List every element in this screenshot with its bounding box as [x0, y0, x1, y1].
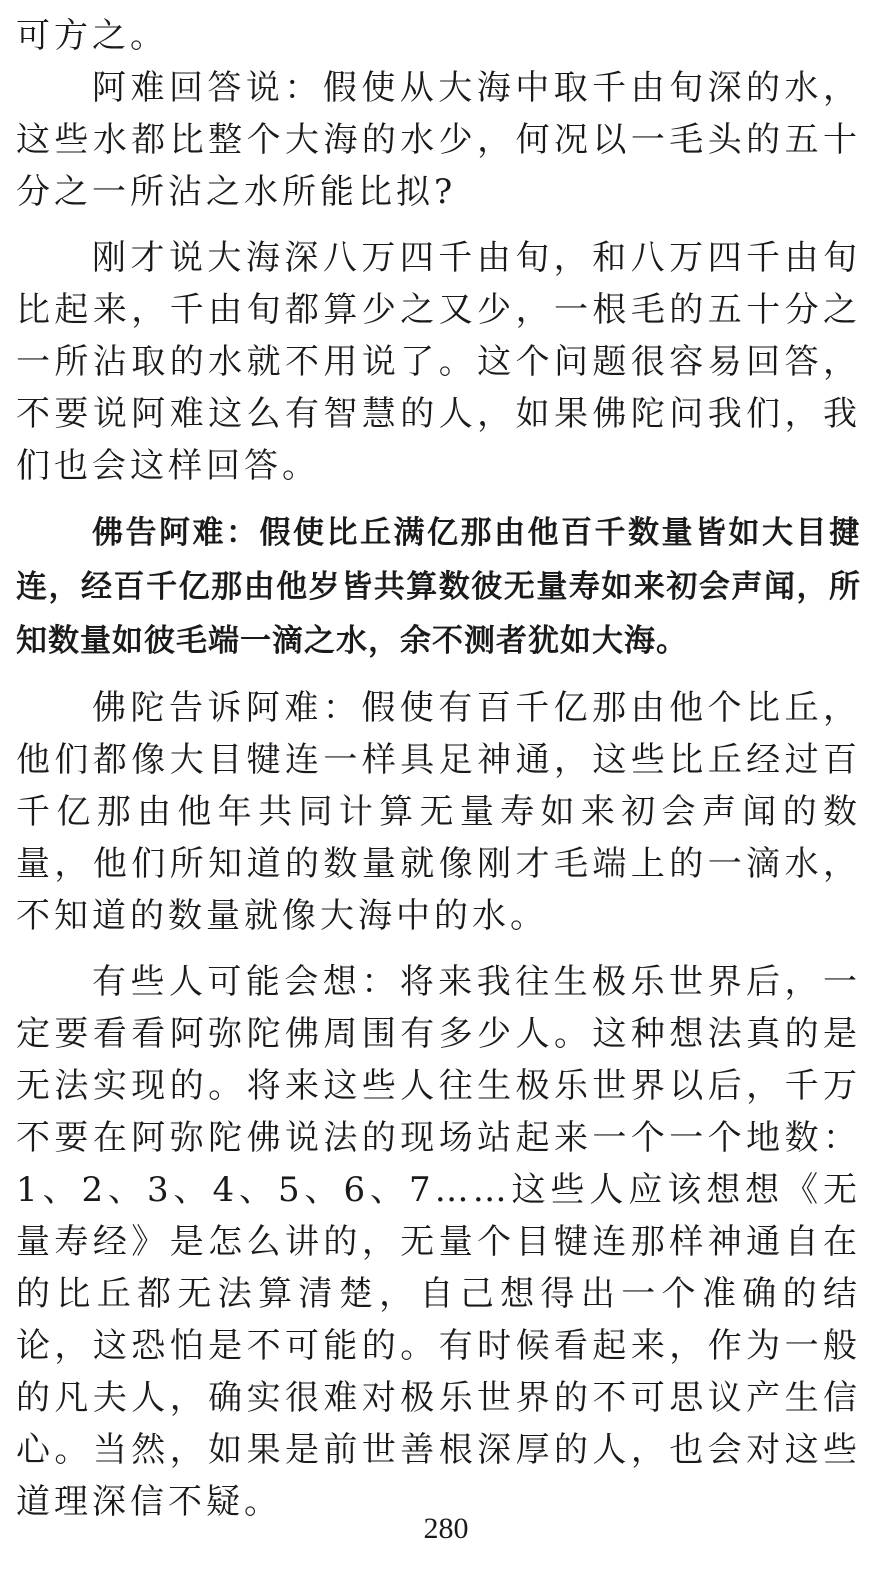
- paragraph-commentary-2: 有些人可能会想：将来我往生极乐世界后，一定要看看阿弥陀佛周围有多少人。这种想法真的是无法实现的。将来这些人往生极乐世界以后，千万不要在阿弥陀佛说法的现场站起来一个一个地数：1、2、3、4、5、6、7……这些人应该想想《无量寿经》是怎么讲的，无量个目犍连那样神通自在的比丘都无法算清楚，自己想得出一个准确的结论，这恐怕是不可能的。有时候看起来，作为一般的凡夫人，确实很难对极乐世界的不可思议产生信心。当然，如果是前世善根深厚的人，也会对这些道理深信不疑。: [16, 962, 861, 1522]
- paragraph-continued: 可方之。: [16, 16, 168, 56]
- paragraph-translation: 佛陀告诉阿难：假使有百千亿那由他个比丘，他们都像大目犍连一样具足神通，这些比丘经过百千亿那由他年共同计算无量寿如来初会声闻的数量，他们所知道的数量就像刚才毛端上的一滴水，不知道的数量就像大海中的水。: [16, 688, 861, 936]
- scripture-quote: 佛告阿难：假使比丘满亿那由他百千数量皆如大目揵连，经百千亿那由他岁皆共算数彼无量寿如来初会声闻，所知数量如彼毛端一滴之水，余不测者犹如大海。: [16, 515, 861, 659]
- paragraph-ananda-answer: 阿难回答说：假使从大海中取千由旬深的水，这些水都比整个大海的水少，何况以一毛头的五十分之一所沾之水所能比拟?: [16, 68, 861, 212]
- page-body: [16, 10, 861, 1528]
- page-number: 280: [423, 1512, 469, 1545]
- paragraph-commentary-1: 刚才说大海深八万四千由旬，和八万四千由旬比起来，千由旬都算少之又少，一根毛的五十分之一所沾取的水就不用说了。这个问题很容易回答，不要说阿难这么有智慧的人，如果佛陀问我们，我们也会这样回答。: [16, 238, 861, 486]
